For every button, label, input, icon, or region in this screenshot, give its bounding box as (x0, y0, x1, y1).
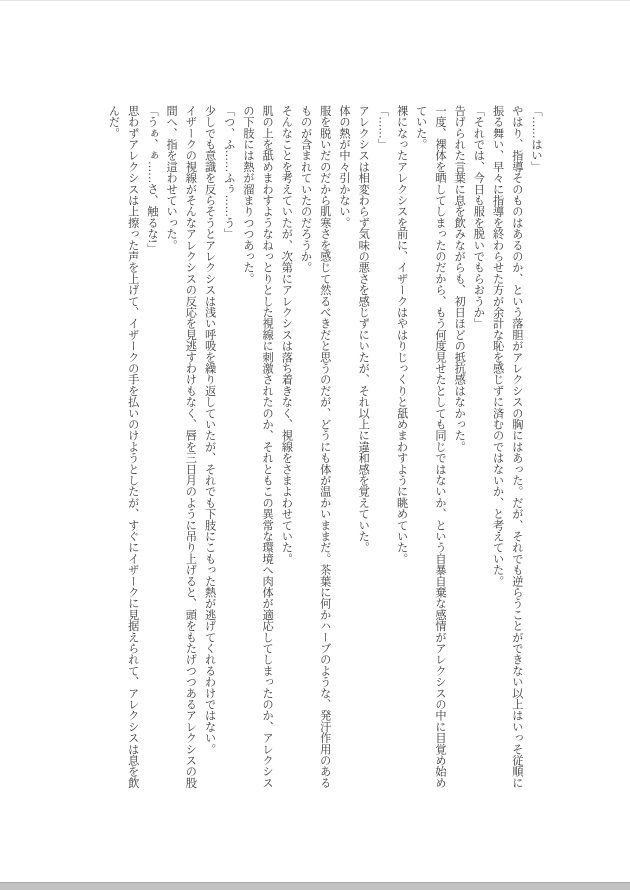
paragraph: 「……」 (376, 105, 389, 150)
paragraph: 告げられた言葉に息を飲みながらも、初日ほどの抵抗感はなかった。 (453, 105, 466, 453)
paragraph: 体の熱が中々引かない。 (337, 105, 350, 229)
paragraph: アレクシスは相変わらず気味の悪さを感じずにいたが、それ以上に違和感を覚えていた。 (357, 105, 370, 553)
paragraph: 「つ、ふ……ふぅ……う」 (222, 105, 235, 240)
paragraph: 服を脱いだのだから肌寒さを感じて然るべきだと思うのだが、どうにも体が温かいままだ。茶葉に何かハーブのような、発汗作用のあるものが含まれていたのだろうか。 (299, 105, 331, 789)
paragraph: そんなことを考えていたが、次第にアレクシスは落ち着きなく、視線をさまよわせていた。 (280, 105, 293, 565)
paragraph: 「……はい」 (530, 105, 542, 173)
paragraph: イザークの視線がそんなアレクシスの反応を見逃すわけもなく、唇を三日月のように吊り上げると、頭をもたげつつあるアレクシスの股間へ、指を這わせていった。 (165, 105, 197, 789)
vertical-text-area (103, 105, 545, 791)
paragraph: 思わずアレクシスは上擦った声を上げて、イザークの手を払いのけようとしたが、すぐにイザークに見据えられて、アレクシスは息を飲んだ。 (107, 105, 139, 789)
paragraph: やはり、指導そのものはあるのか、という落胆がアレクシスの胸にはあった。だが、それでも逆らうことができない以上はいっそ従順に振る舞い、早々に指導を終わらせた方が余計な恥を感じずに済むのではないか、と考えていた。 (491, 105, 523, 789)
paragraph: 裸になったアレクシスを前に、イザークはやはりじっくりと舐めまわすように眺めていた。 (395, 105, 408, 565)
paragraph: 「うぁ、ぁ……さ、触るな!」 (145, 105, 158, 255)
paragraph: 少しでも意識を反らそうとアレクシスは浅い呼吸を繰り返していたが、それでも下肢にこもった熱が逃げてくれるわけではない。 (203, 105, 216, 755)
paragraph: 肌の上を舐めまわすようなねっとりとした視線に刺激されたのか、それともこの異常な環境へ肉体が適応してしまったのか、アレクシスの下肢には熱が溜まりつつあった。 (241, 105, 274, 789)
horizontal-scrollbar-track[interactable] (0, 882, 630, 890)
paragraph: 一度、裸体を晒してしまったのだから、もう何度見せたとしても同じではないか、という自暴自棄な感情がアレクシスの中に目覚め始めていた。 (414, 105, 446, 789)
paragraph: 「それでは、今日も服を脱いでもらおうか」 (472, 105, 485, 329)
